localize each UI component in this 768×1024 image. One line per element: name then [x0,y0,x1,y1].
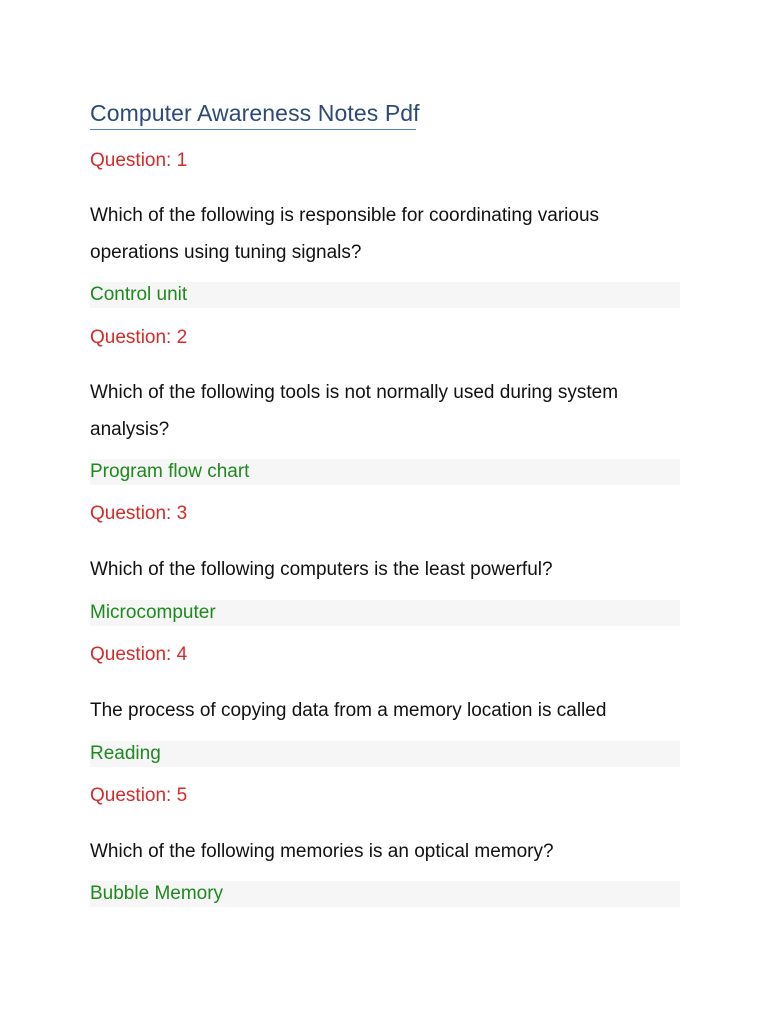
question-1-label: Question: 1 [90,150,188,171]
question-4-answer: Reading [90,741,680,767]
question-2-label: Question: 2 [90,327,188,348]
question-3-answer: Microcomputer [90,600,680,626]
question-2-text: Which of the following tools is not normally used during system analysis? [90,382,619,440]
document-title: Computer Awareness Notes Pdf [90,100,420,126]
question-1-answer: Control unit [90,282,680,308]
question-5-text: Which of the following memories is an optical memory? [90,841,554,862]
question-1-text: Which of the following is responsible for coordinating various operations using tuning signals? [90,205,600,263]
question-2-answer: Program flow chart [90,459,680,485]
question-3-text: Which of the following computers is the least powerful? [90,559,553,580]
question-5-answer: Bubble Memory [90,881,680,907]
question-4-text: The process of copying data from a memory location is called [90,700,607,721]
question-3-label: Question: 3 [90,503,188,524]
question-4-label: Question: 4 [90,644,188,665]
title-underline [90,129,416,130]
question-5-label: Question: 5 [90,785,188,806]
